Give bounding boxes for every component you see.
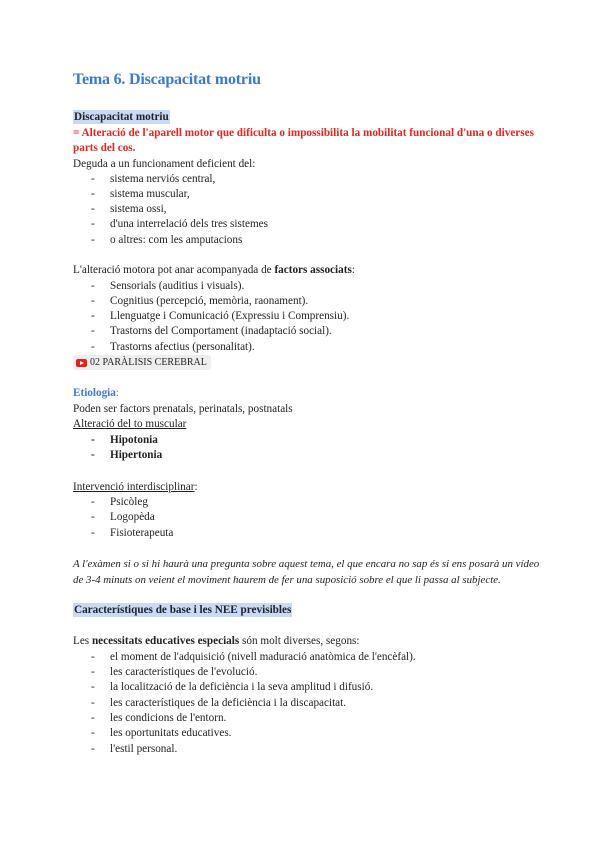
etiologia-heading: Etiologia: [73, 387, 119, 399]
nee-intro: Les necessitats educatives especials són molt diverses, segons: [73, 635, 360, 647]
youtube-icon [76, 359, 87, 367]
list-item: - el moment de l'adquisició (nivell maduració anatòmica de l'encèfal). [91, 651, 416, 663]
causes-intro: Deguda a un funcionament deficient del: [73, 158, 256, 170]
section-heading-discapacitat: Discapacitat motriu [74, 111, 169, 123]
list-item: - Hipotonia [91, 434, 158, 446]
video-link-chip[interactable] [73, 355, 211, 370]
list-item: - Llenguatge i Comunicació (Expressiu i Comprensiu). [91, 310, 350, 322]
list-item: - sistema ossi, [91, 203, 167, 215]
muscle-tone-label: Alteració del to muscular [73, 418, 187, 430]
list-item: - sistema nerviós central, [91, 173, 216, 185]
list-item: - Trastorns afectius (personalitat). [91, 341, 255, 353]
list-item: - les característiques de l'evolució. [91, 666, 258, 678]
associated-factors-intro: L'alteració motora pot anar acompanyada de factors associats: [73, 264, 355, 276]
list-item: - Sensorials (auditius i visuals). [91, 280, 245, 292]
list-item: - o altres: com les amputacions [91, 234, 243, 246]
list-item: - d'una interrelació dels tres sistemes [91, 218, 268, 230]
list-item: - Hipertonia [91, 449, 163, 461]
section-heading-nee: Característiques de base i les NEE previsibles [74, 604, 292, 616]
video-link-label: 02 PARÀLISIS CEREBRAL [90, 357, 207, 368]
list-item: - la localització de la deficiència i la seva amplitud i difusió. [91, 681, 374, 693]
list-item: - l'estil personal. [91, 743, 178, 755]
list-item: - Cognitius (percepció, memòria, raonament). [91, 295, 309, 307]
definition-line-2: parts del cos. [73, 142, 136, 154]
intervention-label: Intervenció interdisciplinar: [73, 481, 198, 493]
list-item: - Trastorns del Comportament (inadaptació social). [91, 325, 332, 337]
list-item: - les condicions de l'entorn. [91, 712, 227, 724]
list-item: - les característiques de la deficiència i la discapacitat. [91, 697, 347, 709]
list-item: - Fisioterapeuta [91, 527, 174, 539]
definition-line-1: = Alteració de l'aparell motor que dificulta o impossibilita la mobilitat funcional d'una o diverses [73, 127, 534, 139]
list-item: - Psicòleg [91, 496, 148, 508]
exam-note-line-2: de 3-4 minuts on veient el moviment haurem de fer una suposició sobre el que li passa al subjecte. [73, 574, 501, 586]
page-title: Tema 6. Discapacitat motriu [73, 71, 261, 88]
list-item: - sistema muscular, [91, 188, 190, 200]
etiologia-factors: Poden ser factors prenatals, perinatals, postnatals [73, 403, 293, 415]
list-item: - les oportunitats educatives. [91, 727, 232, 739]
exam-note-line-1: A l'exàmen si o si hi haurà una pregunta sobre aquest tema, el que encara no sap és si ens posarà un vídeo [73, 558, 540, 570]
list-item: - Logopèda [91, 511, 155, 523]
